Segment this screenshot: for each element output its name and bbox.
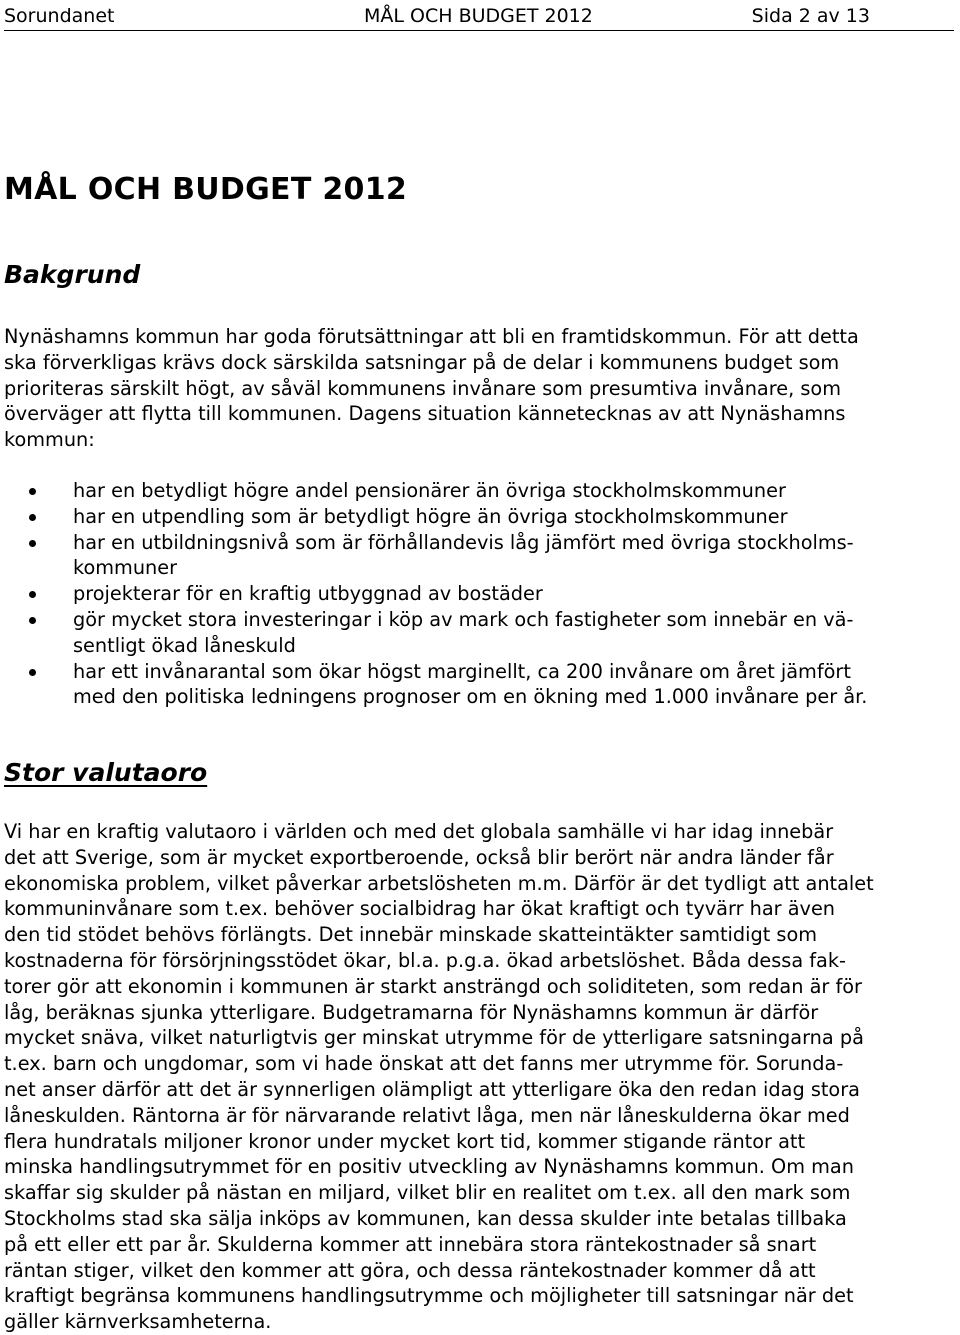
bullet-item [0,607,867,659]
text-line: ekonomiska problem, vilket påverkar arbetslösheten m.m. Därför är det tydligt att antalet [4,871,874,895]
bullet-text-line: har ett invånarantal som ökar högst marginellt, ca 200 invånare om året jämfört [73,659,851,683]
bullet-item [0,478,867,504]
bullet-text-line: har en utpendling som är betydligt högre än övriga stockholmskommuner [73,504,788,528]
bullet-dot-icon [29,669,36,676]
text-line: skaffar sig skulder på nästan en miljard, vilket blir en realitet om t.ex. all den mark som [4,1181,851,1205]
text-line: kommuninvånare som t.ex. behöver socialbidrag har ökat kraftigt och tyvärr har även [4,897,836,921]
text-line: gäller kärnverksamheterna. [4,1310,272,1334]
bullet-text-line: med den politiska ledningens prognoser om en ökning med 1.000 invånare per år. [73,685,868,709]
bullet-text-line: sentligt ökad låneskuld [73,633,296,657]
text-line: kommun: [4,428,95,452]
header-document-title: MÅL OCH BUDGET 2012 [364,5,593,27]
text-line: överväger att flytta till kommunen. Dagens situation kännetecknas av att Nynäshamns [4,402,846,426]
bullet-dot-icon [29,591,36,598]
text-line: flera hundratals miljoner kronor under mycket kort tid, kommer stigande räntor att [4,1129,806,1153]
bullet-text-line: projekterar för en kraftig utbyggnad av bostäder [73,582,543,606]
bullet-item [0,581,867,607]
header-site-name: Sorundanet [4,5,115,27]
running-header [4,4,954,31]
text-line: kostnaderna för försörjningsstödet ökar, bl.a. p.g.a. ökad arbetslöshet. Båda dessa fak- [4,948,847,972]
bullet-text-line: gör mycket stora investeringar i köp av mark och fastigheter som innebär en vä- [73,607,854,631]
bullet-dot-icon [29,514,36,521]
text-line: låneskulden. Räntorna är för närvarande relativt låga, men när låneskulderna ökar med [4,1103,850,1127]
bullet-item [0,659,867,711]
document-title: MÅL OCH BUDGET 2012 [4,172,408,207]
text-line: låg, beräknas sjunka ytterligare. Budgetramarna för Nynäshamns kommun är därför [4,1000,819,1024]
text-line: mycket snäva, vilket naturligtvis ger minskat utrymme för de ytterligare satsningarna på [4,1026,864,1050]
bullet-text-line: kommuner [73,556,178,580]
header-page-number: Sida 2 av 13 [751,5,870,27]
bullet-dot-icon [29,617,36,624]
bullet-text-line: har en betydligt högre andel pensionärer än övriga stockholmskommuner [73,479,786,502]
text-line: den tid stödet behövs förlängts. Det innebär minskade skatteintäkter samtidigt som [4,923,818,947]
bakgrund-intro-paragraph [4,324,859,453]
bullet-text-line: har en utbildningsnivå som är förhållandevis låg jämfört med övriga stockholms- [73,530,854,554]
bullet-dot-icon [29,488,36,495]
text-line: Vi har en kraftig valutaoro i världen och med det globala samhälle vi har idag innebär [4,820,834,843]
bullet-dot-icon [29,540,36,547]
bullet-item [0,504,867,530]
text-line: net anser därför att det är synnerligen olämpligt att ytterligare öka den redan idag stora [4,1077,860,1101]
text-line: Stockholms stad ska sälja inköps av kommunen, kan dessa skulder inte betalas tillbaka [4,1206,847,1230]
text-line: minska handlingsutrymmet för en positiv utveckling av Nynäshamns kommun. Om man [4,1155,854,1179]
text-line: kraftigt begränsa kommunens handlingsutrymme och möjligheter till satsningar när det [4,1284,854,1308]
text-line: på ett eller ett par år. Skulderna kommer att innebära stora räntekostnader så snart [4,1232,817,1256]
text-line: t.ex. barn och ungdomar, som vi hade önskat att det fanns mer utrymme för. Sorunda- [4,1052,844,1076]
text-line: Nynäshamns kommun har goda förutsättningar att bli en framtidskommun. För att detta [4,325,859,348]
text-line: torer gör att ekonomin i kommunen är starkt ansträngd och soliditeten, som redan är för [4,974,862,998]
bakgrund-bullet-list [0,478,867,710]
text-line: prioriteras särskilt högt, av såväl kommunens invånare som presumtiva invånare, som [4,376,841,400]
text-line: räntan stiger, vilket den kommer att göra, och dessa räntekostnader kommer då att [4,1258,816,1282]
section-heading-bakgrund: Bakgrund [4,260,141,289]
bullet-item [0,530,867,582]
valutaoro-paragraph [4,819,874,1335]
section-heading-stor-valutaoro: Stor valutaoro [4,758,208,787]
text-line: det att Sverige, som är mycket exportberoende, också blir berört när andra länder får [4,845,834,869]
text-line: ska förverkligas krävs dock särskilda satsningar på de delar i kommunens budget som [4,350,840,374]
